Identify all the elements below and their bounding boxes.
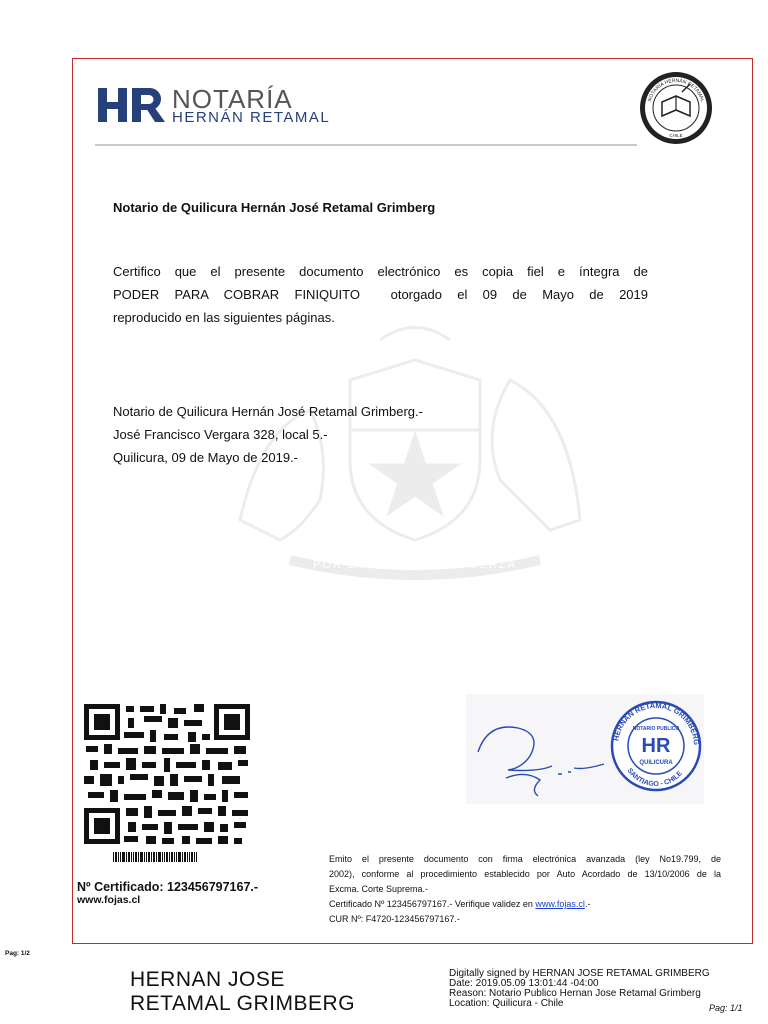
stamp-monogram: HR (641, 735, 671, 757)
address-line: Quilicura, 09 de Mayo de 2019.- (113, 450, 298, 465)
legal-line: Emito el presente documento con firma electrónica avanzada (ley No19.799, de (329, 854, 721, 864)
digital-signature-line: Date: 2019.05.09 13:01:44 -04:00 (449, 978, 599, 989)
cert-line: Certifico que el presente documento electrónico es copia fiel e íntegra de (113, 264, 648, 279)
stamp-inner-text: NOTARIO PUBLICO (632, 726, 680, 732)
certification-paragraph (113, 260, 648, 329)
page-number-right: Pag: 1/1 (709, 1003, 743, 1013)
certificate-website: www.fojas.cl (77, 894, 141, 906)
signer-name-line: HERNAN JOSE (130, 968, 285, 991)
stamp-bottom-text: SANTIAGO - CHILE (625, 767, 684, 789)
legal-line-verify (329, 897, 721, 912)
barcode (113, 852, 197, 862)
legal-line: Excma. Corte Suprema.- (329, 884, 429, 894)
legal-line: 2002), conforme al procedimiento establecido por Auto Acordado de 13/10/2006 de la (329, 869, 721, 879)
document-title: Notario de Quilicura Hernán José Retamal Grimberg (113, 200, 436, 215)
digital-signature-line: Reason: Notario Publico Hernan Jose Retamal Grimberg (449, 988, 701, 999)
logo-title: NOTARÍA (172, 84, 293, 114)
certificate-number: Nº Certificado: 123456797167.- (77, 880, 259, 894)
stamp-ring-text: HERNAN RETAMAL GRIMBERG (611, 700, 702, 746)
verify-link[interactable]: www.fojas.cl (535, 899, 585, 909)
header-divider (95, 144, 637, 146)
notary-seal-icon (638, 70, 714, 146)
seal-ring-text: NOTARÍA HERNÁN RETAMAL (646, 77, 706, 103)
digital-signature-line: Location: Quilicura - Chile (449, 998, 564, 1009)
legal-line: CUR Nº: F4720-123456797167.- (329, 914, 460, 924)
logo-notary-name: HERNÁN RETAMAL (172, 109, 331, 126)
signer-name (130, 968, 355, 1016)
digital-signature-line: Digitally signed by HERNAN JOSE RETAMAL GRIMBERG (449, 968, 710, 979)
cert-line: reproducido en las siguientes páginas. (113, 310, 335, 325)
address-line: Notario de Quilicura Hernán José Retamal Grimberg.- (113, 404, 423, 419)
address-line: José Francisco Vergara 328, local 5.- (113, 427, 328, 442)
verify-suffix: .- (584, 899, 591, 909)
stamp-location: QUILICURA (639, 760, 673, 766)
notary-address-block (113, 400, 423, 469)
signature-and-stamp (466, 694, 704, 804)
digital-signature-info (449, 969, 710, 1009)
legal-notice (329, 852, 721, 927)
signer-name-line: RETAMAL GRIMBERG (130, 992, 356, 1015)
cert-line: PODER PARA COBRAR FINIQUITO otorgado el 09 de Mayo de 2019 (113, 287, 648, 302)
page-number-left: Pag: 1/2 (5, 950, 30, 957)
qr-code[interactable] (84, 704, 250, 844)
notary-stamp-icon (611, 701, 701, 790)
crest-motto: POR LA RAZÓN O LA FUERZA (313, 559, 517, 571)
seal-country-text: CHILE (669, 133, 683, 138)
verify-prefix: Certificado Nº 123456797167.- Verifique validez en (329, 899, 536, 909)
